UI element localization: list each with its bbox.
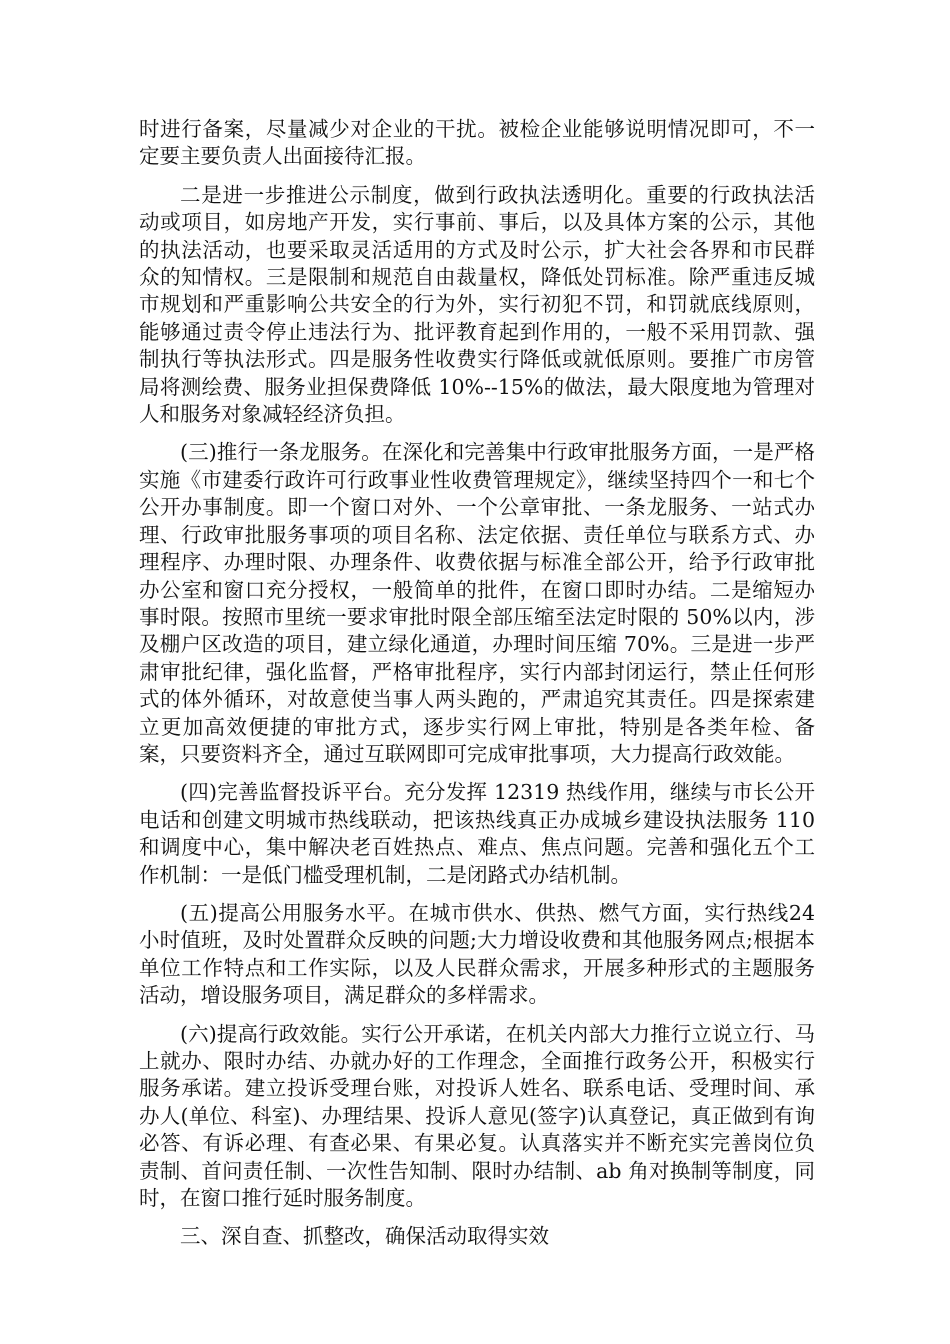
paragraph-public-service: (五)提高公用服务水平。在城市供水、供热、燃气方面，实行热线24 小时值班，及时处置群众反映的问题;大力增设收费和其他服务网点;根据本单位工作特点和工作实际，以及人民群众需求，开展多种形式的主题服务活动，增设服务项目，满足群众的多样需求。 bbox=[139, 900, 815, 1008]
section-heading: 三、深自查、抓整改，确保活动取得实效 bbox=[180, 1224, 549, 1249]
paragraph-admin-efficiency: (六)提高行政效能。实行公开承诺，在机关内部大力推行立说立行、马上就办、限时办结、办就办好的工作理念，全面推行政务公开，积极实行服务承诺。建立投诉受理台账，对投诉人姓名、联系电话、受理时间、承办人(单位、科室)、办理结果、投诉人意见(签字)认真登记，真正做到有询必答、有诉必理、有查必果、有果必复。认真落实并不断充实完善岗位负责制、首问责任制、一次性告知制、限时办结制、ab 角对换制等制度，同时，在窗口推行延时服务制度。 bbox=[139, 1021, 815, 1211]
paragraph-complaint-platform: (四)完善监督投诉平台。充分发挥 12319 热线作用，继续与市长公开电话和创建文明城市热线联动，把该热线真正办成城乡建设执法服务 110 和调度中心，集中解决老百姓热点、难点、焦点问题。完善和强化五个工作机制：一是低门槛受理机制，二是闭路式办结机制。 bbox=[139, 780, 815, 887]
paragraph-publicity-system: 二是进一步推进公示制度，做到行政执法透明化。重要的行政执法活动或项目，如房地产开发，实行事前、事后，以及具体方案的公示，其他的执法活动，也要采取灵活适用的方式及时公示，扩大社会各界和市民群众的知情权。三是限制和规范自由裁量权，降低处罚标准。除严重违反城市规划和严重影响公共安全的行为外，实行初犯不罚，和罚就底线原则，能够通过责令停止违法行为、批评教育起到作用的，一般不采用罚款、强制执行等执法形式。四是服务性收费实行降低或就低原则。要推广市房管局将测绘费、服务业担保费降低 10%--15%的做法，最大限度地为管理对人和服务对象减轻经济负担。 bbox=[139, 182, 815, 427]
paragraph-one-stop-service: (三)推行一条龙服务。在深化和完善集中行政审批服务方面，一是严格实施《市建委行政许可行政事业性收费管理规定》，继续坚持四个一和七个公开办事制度。即一个窗口对外、一个公章审批、一条龙服务、一站式办理、行政审批服务事项的项目名称、法定依据、责任单位与联系方式、办理程序、办理时限、办理条件、收费依据与标准全部公开，给予行政审批办公室和窗口充分授权，一般简单的批件，在窗口即时办结。二是缩短办事时限。按照市里统一要求审批时限全部压缩至法定时限的 50%以内，涉及棚户区改造的项目，建立绿化通道，办理时间压缩 70%。三是进一步严肃审批纪律，强化监督，严格审批程序，实行内部封闭运行，禁止任何形式的体外循环，对故意使当事人两头跑的，严肃追究其责任。四是探索建立更加高效便捷的审批方式，逐步实行网上审批，特别是各类年检、备案，只要资料齐全，通过互联网即可完成审批事项，大力提高行政效能。 bbox=[139, 440, 815, 766]
paragraph-continuation: 时进行备案，尽量减少对企业的干扰。被检企业能够说明情况即可，不一定要主要负责人出面接待汇报。 bbox=[139, 117, 815, 169]
document-page bbox=[139, 116, 815, 1251]
